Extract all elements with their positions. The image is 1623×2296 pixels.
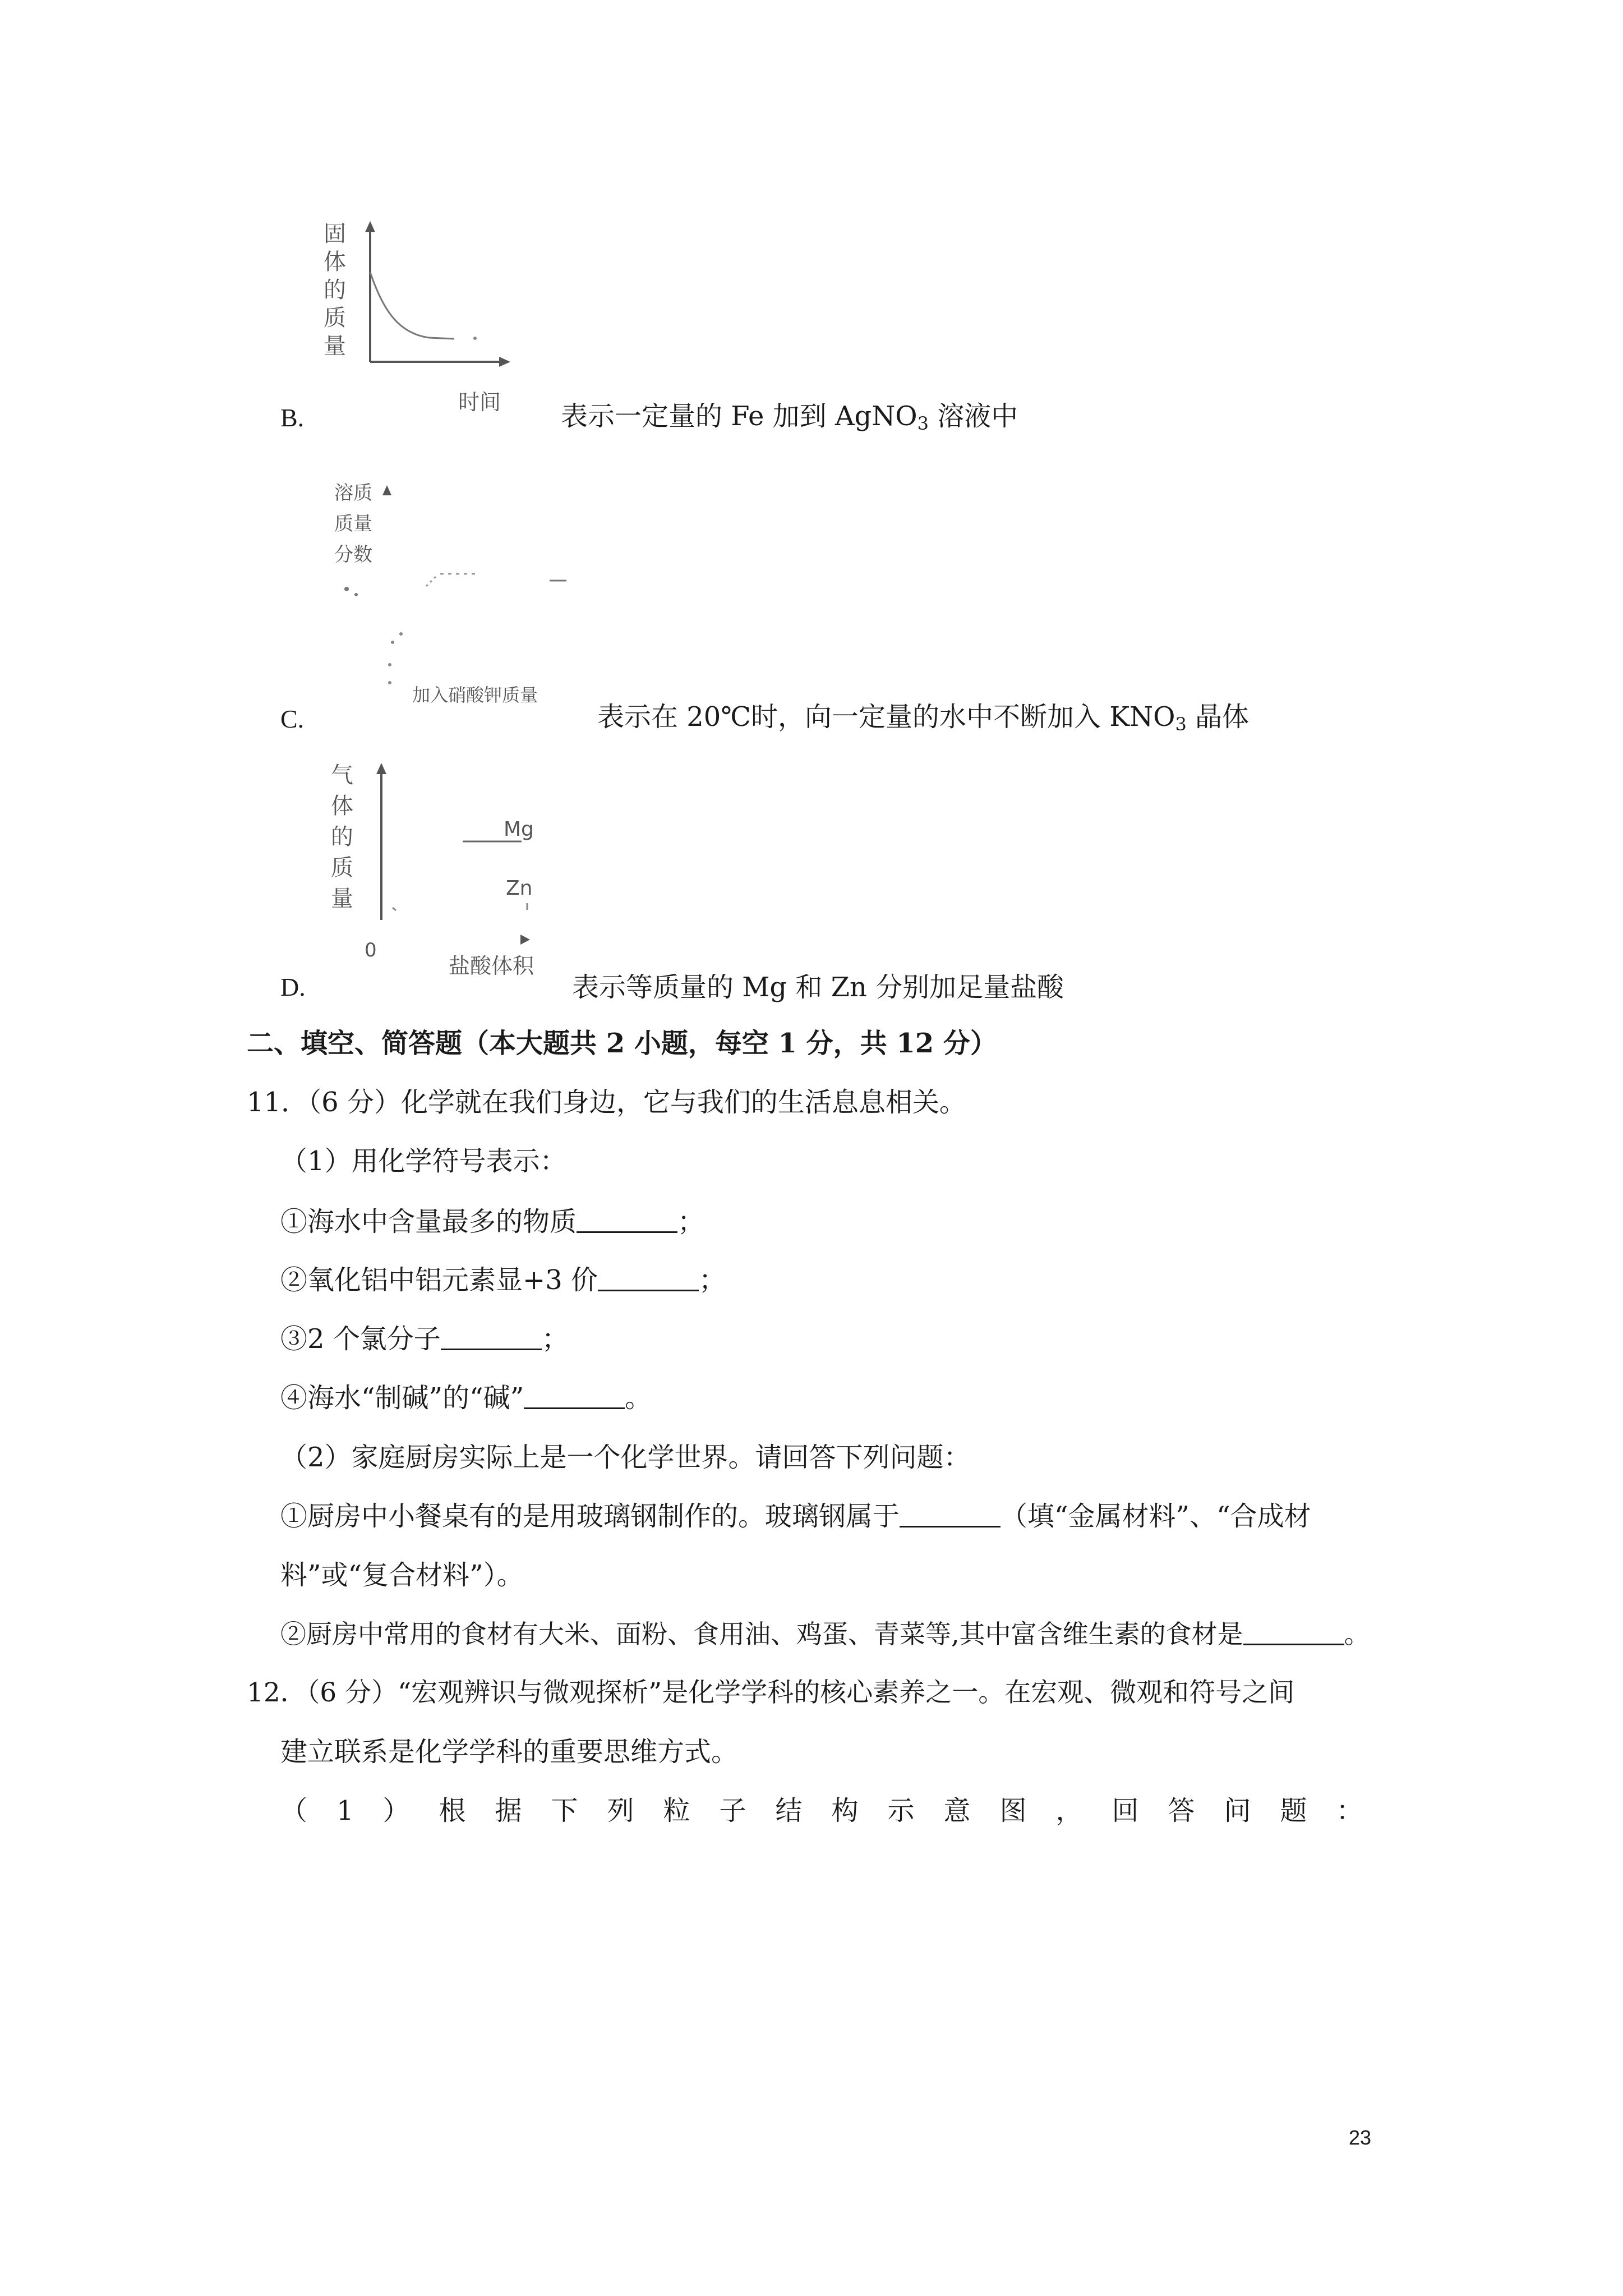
figure-c-x-label: 加入硝酸钾质量 bbox=[412, 684, 538, 706]
option-d-caption: 表示等质量的 Mg 和 Zn 分别加足量盐酸 bbox=[572, 972, 1064, 1003]
option-c-letter: C. bbox=[280, 705, 305, 733]
svg-text:分数: 分数 bbox=[334, 544, 372, 566]
section-heading: 二、填空、简答题（本大题共 2 小题，每空 1 分，共 12 分） bbox=[247, 1028, 997, 1059]
option-b-caption: 表示一定量的 Fe 加到 AgNO$_3$ 溶液中 bbox=[561, 401, 1018, 434]
q12-stem-line1: 12．（6 分）“宏观辨识与微观探析”是化学学科的核心素养之一。在宏观、微观和符号之间 bbox=[247, 1677, 1295, 1708]
svg-text:气: 气 bbox=[331, 762, 353, 788]
svg-text:固: 固 bbox=[324, 221, 346, 247]
q11-item-4: ④海水“制碱”的“碱” 。 bbox=[280, 1382, 652, 1414]
svg-text:溶质: 溶质 bbox=[334, 482, 372, 504]
y-axis-arrow bbox=[365, 221, 375, 232]
y-axis-arrow bbox=[376, 763, 386, 774]
answer-blank[interactable] bbox=[577, 1207, 677, 1233]
y-axis-arrow bbox=[382, 485, 391, 495]
answer-blank[interactable] bbox=[900, 1501, 1000, 1527]
answer-blank[interactable] bbox=[441, 1324, 542, 1350]
q11-item-3: ③2 个氯分子 ； bbox=[280, 1323, 569, 1355]
figure-d-y-label bbox=[331, 762, 353, 912]
x-axis-arrow bbox=[499, 357, 510, 367]
figure-b-y-label bbox=[324, 221, 346, 359]
figure-d-x-label: 盐酸体积 bbox=[449, 954, 534, 978]
option-c-caption: 表示在 20℃时，向一定量的水中不断加入 $KNO_3$ 晶体 bbox=[597, 701, 1249, 735]
figure-c-graph bbox=[331, 474, 600, 721]
q12-stem-line2: 建立联系是化学学科的重要思维方式。 bbox=[280, 1736, 739, 1768]
curve-rise bbox=[426, 575, 437, 586]
dot bbox=[354, 593, 358, 596]
dot bbox=[388, 681, 391, 684]
option-d-letter: D. bbox=[280, 973, 306, 1001]
figure-d-graph bbox=[320, 752, 578, 999]
q11-item-2-1-cont: 料”或“复合材料”）。 bbox=[280, 1559, 524, 1591]
figure-b-x-label: 时间 bbox=[458, 390, 501, 415]
curve bbox=[370, 272, 454, 339]
figure-b-graph bbox=[317, 213, 519, 421]
q11-item-2: ②氧化铝中铝元素显+3 价 ； bbox=[280, 1264, 726, 1296]
q11-part2: （2）家庭厨房实际上是一个化学世界。请回答下列问题： bbox=[280, 1442, 971, 1473]
svg-text:量: 量 bbox=[331, 886, 353, 912]
origin-label: 0 bbox=[365, 939, 377, 961]
q11-item-2-2: ②厨房中常用的食材有大米、面粉、食用油、鸡蛋、青菜等,其中富含维生素的食材是 。 bbox=[280, 1619, 1370, 1649]
answer-blank[interactable] bbox=[1243, 1619, 1344, 1645]
q11-item-1: ①海水中含量最多的物质 ； bbox=[280, 1206, 705, 1237]
q11-part1: （1）用化学符号表示： bbox=[280, 1145, 567, 1177]
q12-part1: （1）根据下列粒子结构示意图，回答问题： bbox=[280, 1795, 1393, 1826]
svg-text:体: 体 bbox=[331, 793, 353, 819]
answer-blank[interactable] bbox=[524, 1383, 625, 1409]
figure-c-y-label bbox=[334, 482, 372, 566]
mark bbox=[393, 908, 396, 910]
svg-text:量: 量 bbox=[324, 333, 346, 359]
dot bbox=[388, 663, 391, 666]
page-number: 23 bbox=[1349, 2126, 1372, 2149]
svg-text:的: 的 bbox=[331, 824, 353, 850]
q11-item-2-1: ①厨房中小餐桌有的是用玻璃钢制作的。玻璃钢属于 （填“金属材料”、“合成材 bbox=[280, 1501, 1311, 1532]
curve-dot bbox=[473, 337, 477, 340]
svg-text:质量: 质量 bbox=[334, 513, 372, 535]
answer-blank[interactable] bbox=[598, 1265, 699, 1291]
svg-text:的: 的 bbox=[324, 277, 346, 303]
svg-text:体: 体 bbox=[324, 249, 346, 275]
svg-text:质: 质 bbox=[324, 305, 346, 331]
q11-stem: 11．（6 分）化学就在我们身边，它与我们的生活息息相关。 bbox=[247, 1087, 966, 1118]
svg-text:质: 质 bbox=[331, 855, 353, 881]
dot bbox=[344, 587, 349, 591]
x-axis-arrow bbox=[520, 935, 530, 945]
dot bbox=[391, 641, 394, 644]
zn-label: Zn bbox=[506, 877, 533, 900]
mg-label: Mg bbox=[504, 818, 534, 841]
dot bbox=[399, 632, 403, 636]
option-b-letter: B. bbox=[280, 403, 305, 432]
